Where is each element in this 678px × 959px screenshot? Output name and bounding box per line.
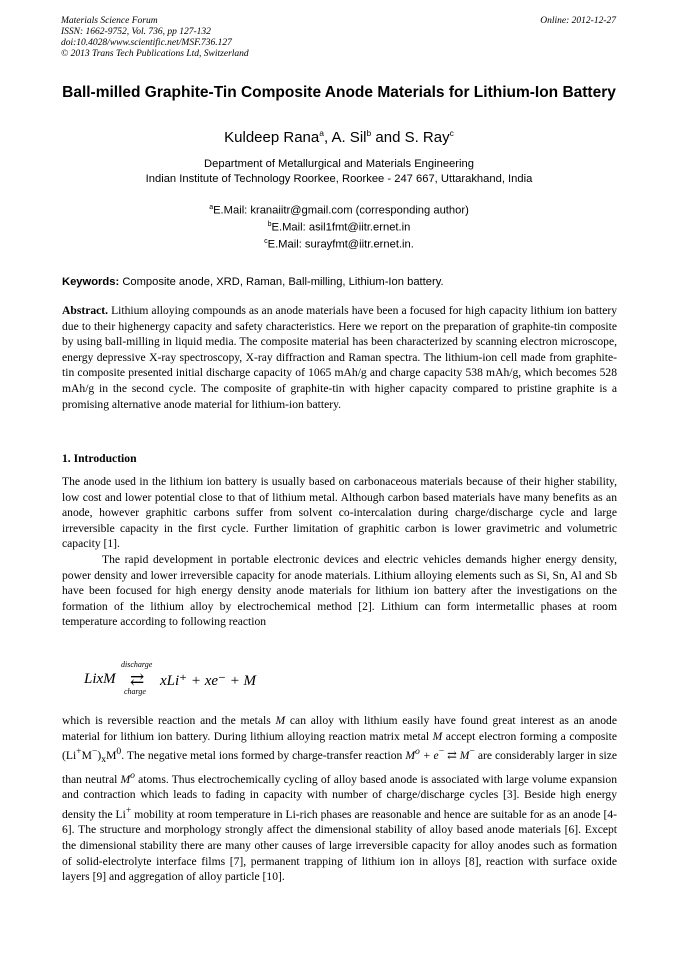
math-symbol: M bbox=[405, 749, 415, 763]
equation-rhs: xLi⁺ + xe⁻ + M bbox=[160, 673, 257, 689]
math-symbol: M bbox=[275, 714, 286, 727]
text-run: mobility at room temperature in Li-rich phases are reasonable and hence are suitable for as an anode [4-6]. The structure and morphology strongly affect the dimensional stability of alloy based anode materials [6]. Except the dimensional stability there are many other causes of large irreversible capacity for alloy anodes such as formation of solid-electrolyte interface films [7], permanent trapping of lithium ion in alloys [8], reaction with surface oxide layers [9] and aggregation of alloy particle [10]. bbox=[62, 807, 617, 884]
text-run: which is reversible reaction and the metals bbox=[62, 714, 276, 727]
superscript: o bbox=[414, 746, 420, 758]
email-text: E.Mail: surayfmt@iitr.ernet.in. bbox=[267, 239, 414, 252]
text-run: M bbox=[81, 749, 92, 763]
email-line bbox=[61, 201, 617, 218]
paper-title: Ball-milled Graphite-Tin Composite Anode Materials for Lithium-Ion Battery bbox=[62, 84, 616, 101]
text-run: atoms. Thus electrochemically cycling of alloy based anode is associated with large volume expansion and contraction which leads to fading in capacity with number of charge/discharge cycles [3]. Beside high energy density the Li bbox=[62, 772, 617, 821]
text-run: . The negative metal ions formed by charge-transfer reaction bbox=[121, 749, 406, 763]
reaction-equation bbox=[84, 660, 384, 700]
affiliation-department: Department of Metallurgical and Materials Engineering bbox=[204, 158, 474, 170]
affiliation bbox=[61, 157, 617, 187]
math-symbol: M bbox=[432, 729, 443, 743]
author-separator: , bbox=[323, 129, 332, 146]
keywords-label: Keywords: bbox=[62, 276, 120, 288]
online-date: Online: 2012-12-27 bbox=[540, 16, 616, 26]
equation-under-label: charge bbox=[124, 687, 146, 696]
equation-over-label: discharge bbox=[121, 660, 153, 669]
author-separator: and bbox=[371, 129, 405, 146]
section-heading: 1. Introduction bbox=[62, 452, 137, 465]
email-line bbox=[61, 235, 617, 252]
author-3-marker: c bbox=[449, 128, 454, 138]
superscript: + bbox=[76, 746, 82, 758]
journal-name: Materials Science Forum bbox=[61, 16, 158, 26]
author-2: A. Sil bbox=[331, 129, 367, 146]
text-run: can alloy with lithium easily have found great interest as an anode material for lithium ion battery. During lithium alloying reaction matrix metal bbox=[62, 714, 617, 743]
author-list bbox=[61, 124, 617, 147]
copyright: © 2013 Trans Tech Publications Ltd, Switzerland bbox=[61, 49, 249, 59]
author-3: S. Ray bbox=[404, 129, 450, 146]
author-2-marker: b bbox=[366, 128, 372, 138]
math-symbol: + e bbox=[419, 749, 439, 763]
abstract-text: Lithium alloying compounds as an anode materials have been a focused for high capacity lithium ion battery due to their highenergy capacity and safety characteristics. Here we report on the preparation of graphite-tin composite by using ball-milling in liquid media. The composite material has been characterized by scanning electron microscope, energy depressive X-ray spectroscopy, X-ray diffraction and Raman spectra. The lithium-ion cell made from graphite-tin composite presented initial discharge capacity of 1065 mAh/g and charge capacity 538 mAh/g, which becomes 528 mAh/g in the second cycle. The composite of graphite-tin with higher capacity compared to pristine graphite is a promising alternative anode material for lithium-ion battery. bbox=[62, 304, 617, 411]
affiliation-institute: Indian Institute of Technology Roorkee, Roorkee - 247 667, Uttarakhand, India bbox=[145, 173, 533, 185]
superscript: − bbox=[438, 746, 445, 758]
issn: ISSN: 1662-9752, Vol. 736, pp 127-132 bbox=[61, 27, 211, 37]
math-symbol: ⇄ M bbox=[444, 749, 470, 763]
email-marker: a bbox=[209, 204, 214, 211]
doi: doi:10.4028/www.scientific.net/MSF.736.127 bbox=[61, 38, 232, 48]
email-marker: c bbox=[264, 238, 268, 246]
abstract-label: Abstract. bbox=[62, 304, 109, 317]
email-list bbox=[61, 201, 617, 253]
email-text: E.Mail: kranaiitr@gmail.com (corresponding author) bbox=[213, 204, 469, 217]
email-marker: b bbox=[267, 221, 272, 229]
superscript: − bbox=[91, 746, 98, 758]
superscript: o bbox=[130, 769, 135, 781]
email-line bbox=[61, 218, 617, 235]
math-symbol: M bbox=[120, 772, 131, 786]
text-run: are considerably larger in size than neutral bbox=[62, 749, 617, 786]
intro-paragraph-3 bbox=[62, 713, 617, 885]
intro-paragraph-2: The rapid development in portable electronic devices and electric vehicles demands higher energy density, power density and lower irreversible capacity for anode materials. Lithium alloying elements such as Si, Sn, Al and Sb have been focused for high energy density anode materials for lithium ion battery after the investigations on the formation of the lithium alloy by electrochemical method [2]. Lithium can form intermetallic phases at room temperature according to following reaction bbox=[62, 553, 617, 629]
keywords-text: Composite anode, XRD, Raman, Ball-milling, Lithium-Ion battery. bbox=[122, 276, 444, 288]
text-run: ) bbox=[97, 749, 102, 763]
text-run: accept electron forming a composite (Li bbox=[62, 729, 617, 763]
author-1-marker: a bbox=[319, 128, 324, 138]
subscript: x bbox=[101, 754, 107, 766]
abstract bbox=[62, 303, 617, 412]
equilibrium-arrows: ⇄ bbox=[130, 670, 145, 689]
superscript: − bbox=[469, 746, 475, 758]
text-run: M bbox=[106, 749, 117, 763]
author-1: Kuldeep Rana bbox=[224, 129, 320, 146]
superscript: 0 bbox=[116, 746, 122, 758]
superscript: + bbox=[125, 805, 132, 816]
email-text: E.Mail: asil1fmt@iitr.ernet.in bbox=[271, 221, 411, 234]
intro-paragraph-1: The anode used in the lithium ion battery is usually based on carbonaceous materials because of their higher stability, low cost and lower potential close to that of lithium metal. Although carbon based materials have many benefits as an anode, however graphitic carbons suffer from solvent co-intercalation during charge/discharge cycle and large irreversible capacity in the first cycle. Further limitation of graphitic carbon is lower gravimetric and volumetric capacity [1]. bbox=[62, 475, 617, 551]
equation-lhs: LixM bbox=[84, 671, 116, 687]
journal-header bbox=[61, 16, 249, 60]
keywords bbox=[62, 275, 617, 289]
